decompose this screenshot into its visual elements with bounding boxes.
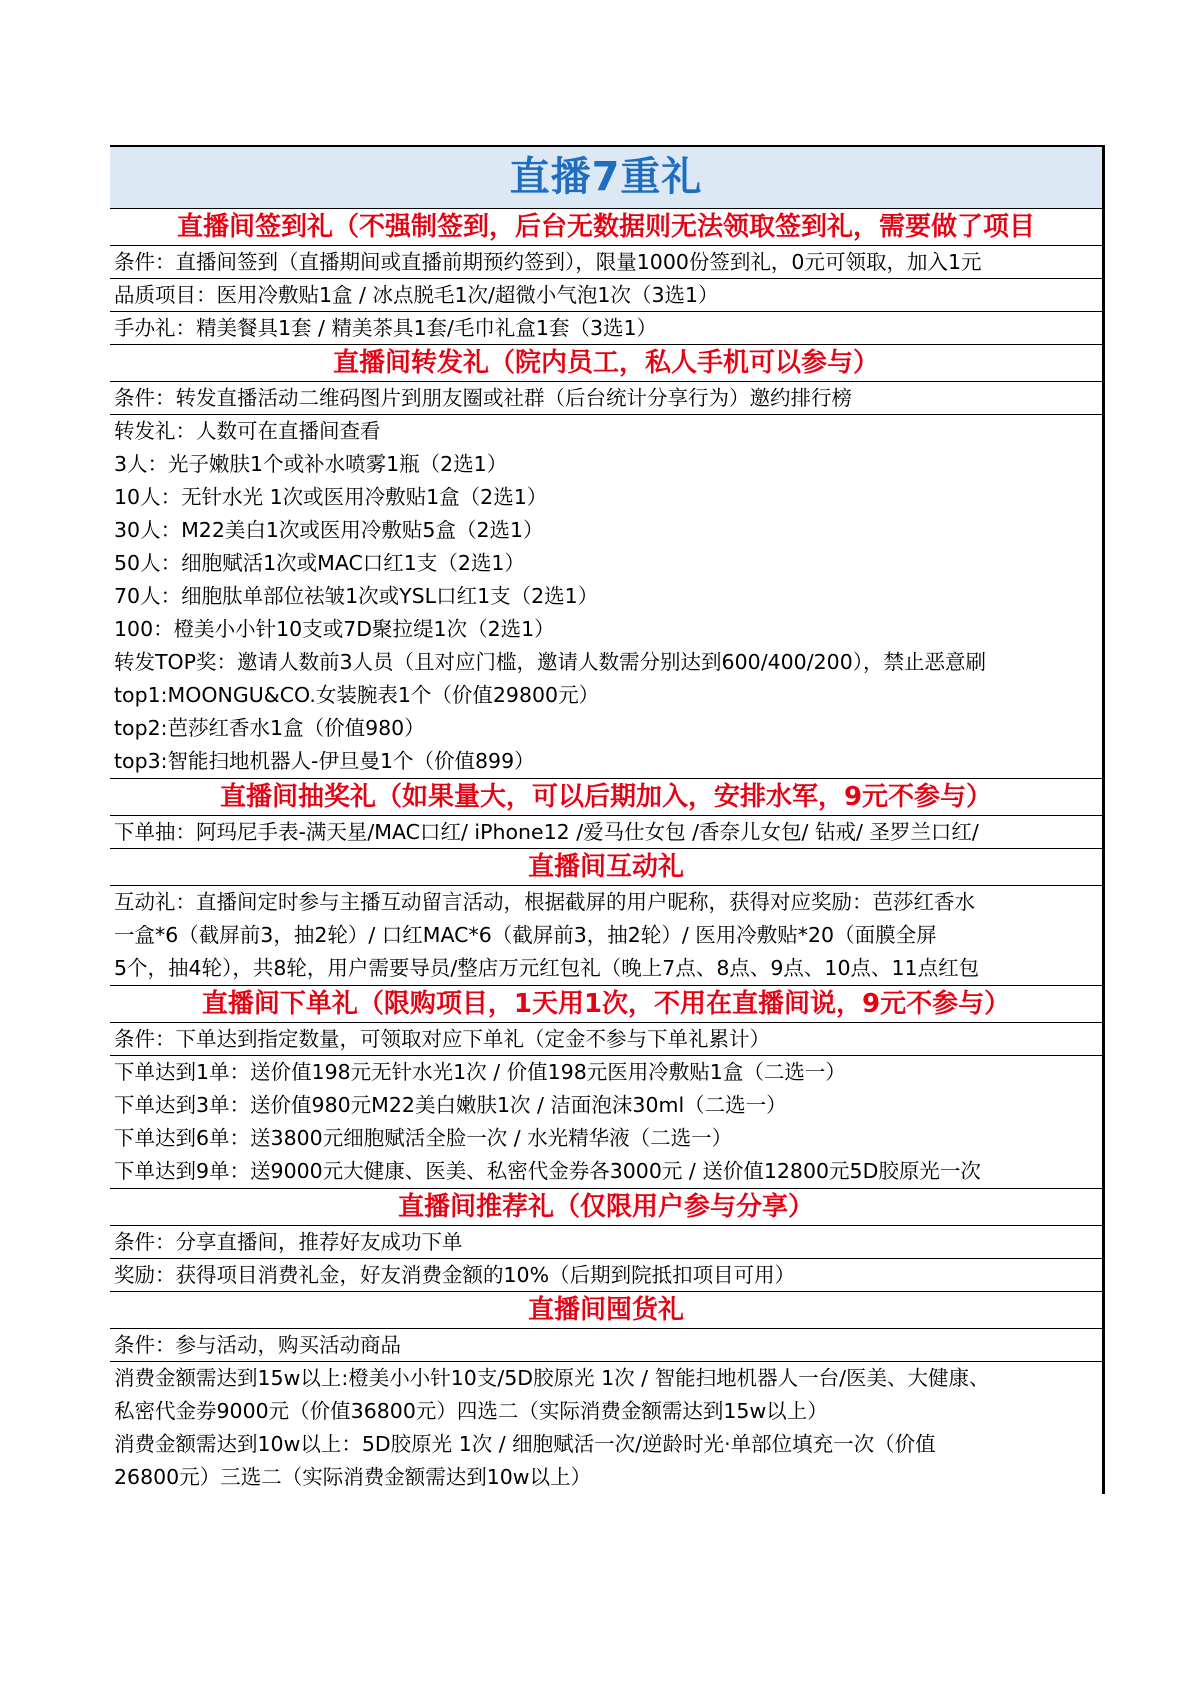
sheet-title: 直播7重礼 xyxy=(110,147,1102,209)
table-row xyxy=(110,415,1102,779)
table-row xyxy=(110,1259,1102,1292)
row-text: 下单达到6单：送3800元细胞赋活全脸一次 / 水光精华液（二选一） xyxy=(114,1126,733,1150)
row-text: top3:智能扫地机器人-伊旦曼1个（价值899） xyxy=(114,749,535,773)
row-text: 下单抽：阿玛尼手表-满天星/MAC口红/ iPhone12 /爱马仕女包 /香奈儿女包/ 钻戒/ 圣罗兰口红/ xyxy=(114,820,979,844)
row-text: 26800元）三选二（实际消费金额需达到10w以上） xyxy=(114,1465,592,1489)
row-text: 转发礼：人数可在直播间查看 xyxy=(114,419,381,443)
row-text: 一盒*6（截屏前3，抽2轮）/ 口红MAC*6（截屏前3，抽2轮）/ 医用冷敷贴*20（面膜全屏 xyxy=(114,923,937,947)
section-heading: 直播间互动礼 xyxy=(110,849,1102,886)
table-row xyxy=(110,1226,1102,1259)
row-text: 条件：参与活动，购买活动商品 xyxy=(114,1333,401,1357)
row-text: 下单达到9单：送9000元大健康、医美、私密代金券各3000元 / 送价值12800元5D胶原光一次 xyxy=(114,1159,981,1183)
row-text: 消费金额需达到15w以上:橙美小小针10支/5D胶原光 1次 / 智能扫地机器人一台/医美、大健康、 xyxy=(114,1366,990,1390)
table-row xyxy=(110,279,1102,312)
row-text: 50人：细胞赋活1次或MAC口红1支（2选1） xyxy=(114,551,525,575)
table-row xyxy=(110,1362,1102,1494)
section-heading: 直播间转发礼（院内员工，私人手机可以参与） xyxy=(110,345,1102,382)
row-text: 100：橙美小小针10支或7D聚拉缇1次（2选1） xyxy=(114,617,555,641)
section-heading: 直播间抽奖礼（如果量大，可以后期加入，安排水军，9元不参与） xyxy=(110,779,1102,816)
row-text: 3人：光子嫩肤1个或补水喷雾1瓶（2选1） xyxy=(114,452,508,476)
row-text: top1:MOONGU&CO.女装腕表1个（价值29800元） xyxy=(114,683,600,707)
row-text: 品质项目：医用冷敷贴1盒 / 冰点脱毛1次/超微小气泡1次（3选1） xyxy=(114,283,719,307)
section-heading: 直播间推荐礼（仅限用户参与分享） xyxy=(110,1189,1102,1226)
row-text: 转发TOP奖：邀请人数前3人员（且对应门槛，邀请人数需分别达到600/400/200），禁止恶意刷 xyxy=(114,650,987,674)
row-text: 10人：无针水光 1次或医用冷敷贴1盒（2选1） xyxy=(114,485,548,509)
section-heading: 直播间下单礼（限购项目，1天用1次，不用在直播间说，9元不参与） xyxy=(110,986,1102,1023)
row-text: 条件：直播间签到（直播期间或直播前期预约签到），限量1000份签到礼，0元可领取，加入1元 xyxy=(114,250,982,274)
sections-container xyxy=(110,209,1102,1494)
row-text: 条件：转发直播活动二维码图片到朋友圈或社群（后台统计分享行为）邀约排行榜 xyxy=(114,386,852,410)
row-text: 手办礼：精美餐具1套 / 精美茶具1套/毛巾礼盒1套（3选1） xyxy=(114,316,658,340)
table-row xyxy=(110,886,1102,986)
table-row xyxy=(110,246,1102,279)
table-row xyxy=(110,312,1102,345)
table-row xyxy=(110,1023,1102,1056)
row-text: top2:芭莎红香水1盒（价值980） xyxy=(114,716,425,740)
table-row xyxy=(110,1056,1102,1189)
row-text: 70人：细胞肽单部位祛皱1次或YSL口红1支（2选1） xyxy=(114,584,599,608)
row-text: 奖励：获得项目消费礼金，好友消费金额的10%（后期到院抵扣项目可用） xyxy=(114,1263,796,1287)
row-text: 下单达到1单：送价值198元无针水光1次 / 价值198元医用冷敷贴1盒（二选一） xyxy=(114,1060,846,1084)
row-text: 下单达到3单：送价值980元M22美白嫩肤1次 / 洁面泡沫30ml（二选一） xyxy=(114,1093,787,1117)
table-row xyxy=(110,1329,1102,1362)
row-text: 互动礼：直播间定时参与主播互动留言活动，根据截屏的用户昵称，获得对应奖励：芭莎红香水 xyxy=(114,890,975,914)
row-text: 条件：分享直播间，推荐好友成功下单 xyxy=(114,1230,463,1254)
section-heading: 直播间签到礼（不强制签到，后台无数据则无法领取签到礼，需要做了项目 xyxy=(110,209,1102,246)
row-text: 私密代金券9000元（价值36800元）四选二（实际消费金额需达到15w以上） xyxy=(114,1399,828,1423)
row-text: 30人：M22美白1次或医用冷敷贴5盒（2选1） xyxy=(114,518,544,542)
row-text: 5个，抽4轮），共8轮，用户需要导员/整店万元红包礼（晚上7点、8点、9点、10点、11点红包 xyxy=(114,956,980,980)
row-text: 消费金额需达到10w以上：5D胶原光 1次 / 细胞赋活一次/逆龄时光·单部位填充一次（价值 xyxy=(114,1432,936,1456)
table-row xyxy=(110,382,1102,415)
gift-sheet xyxy=(110,145,1105,1494)
table-row xyxy=(110,816,1102,849)
row-text: 条件：下单达到指定数量，可领取对应下单礼（定金不参与下单礼累计） xyxy=(114,1027,770,1051)
section-heading: 直播间囤货礼 xyxy=(110,1292,1102,1329)
